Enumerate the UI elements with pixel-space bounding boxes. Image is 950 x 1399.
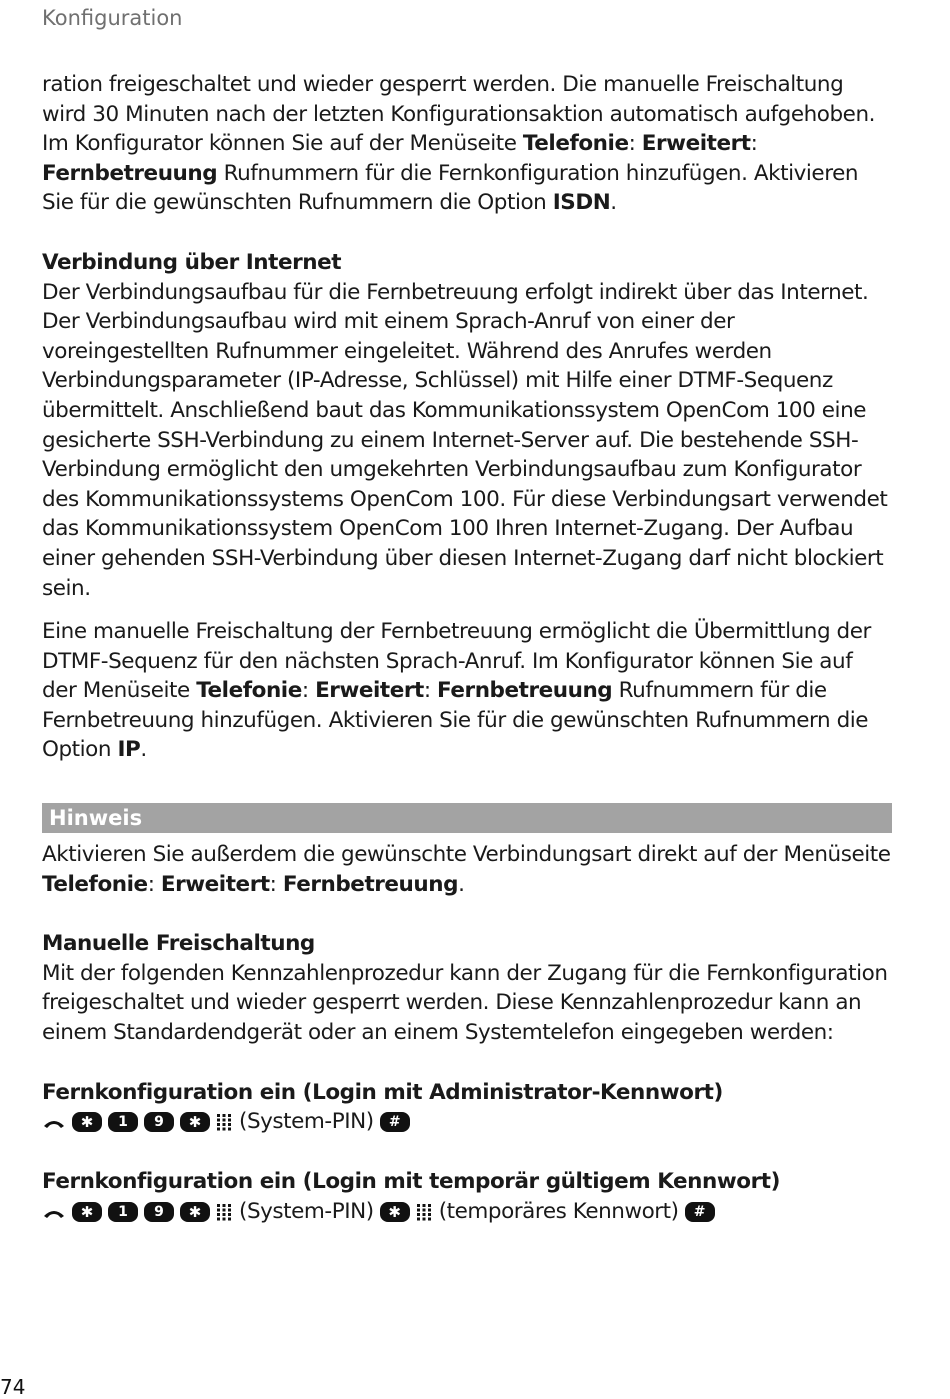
handset-icon (42, 1114, 66, 1130)
option-ip: IP (117, 737, 141, 763)
key-hash: # (685, 1202, 715, 1222)
procedure-2-heading: Fernkonfiguration ein (Login mit temporär gültigem Kennwort) (42, 1169, 780, 1195)
temporary-password-label: (temporäres Kennwort) (438, 1199, 679, 1225)
running-header: Konfiguration (42, 6, 183, 30)
internet-paragraph-1: Der Verbindungsaufbau für die Fernbetreuung erfolgt indirekt über das Internet. Der Verbindungsaufbau wird mit einem Sprach-Anruf von einer der voreingestellten Rufnummer eingeleitet. Während des Anrufes werden Verbindungsparameter (IP-Adresse, Schlüssel) mit Hilfe einer DTMF-Sequenz übermittelt. Anschließend baut das Kommunikationssystem OpenCom 100 eine gesicherte SSH-Verbindung zu einem Internet-Server auf. Die bestehende SSH-Verbindung ermöglicht den umgekehrten Verbindungsaufbau zum Konfigurator des Kommunikationssystems OpenCom 100. Für diese Verbindungsart verwendet das Kommunikationssystem OpenCom 100 Ihren Internet-Zugang. Der Aufbau einer gehenden SSH-Verbindung über diesen Internet-Zugang darf nicht blockiert sein. (42, 279, 888, 601)
key-9: 9 (144, 1112, 174, 1132)
key-hash: # (380, 1112, 410, 1132)
document-body (42, 70, 892, 1227)
note-paragraph: Aktivieren Sie außerdem die gewünschte Verbindungsart direkt auf der Menüseite Telefonie: Erweitert: Fernbetreuung. (42, 842, 891, 897)
option-isdn: ISDN (552, 190, 611, 216)
key-1: 1 (108, 1112, 138, 1132)
keypad-icon (416, 1203, 432, 1221)
key-9: 9 (144, 1202, 174, 1222)
internet-paragraph-2: Eine manuelle Freischaltung der Fernbetreuung ermöglicht die Übermittlung der DTMF-Sequenz für den nächsten Sprach-Anruf. Im Konfigurator können Sie auf der Menüseite Telefonie: Erweitert: Fernbetreuung Rufnummern für die Fernbetreuung hinzufügen. Aktivieren Sie für die gewünschten Rufnummern die Option IP. (42, 619, 871, 763)
handset-icon (42, 1204, 66, 1220)
system-pin-label: (System-PIN) (239, 1199, 374, 1225)
menu-erweitert: Erweitert (641, 131, 751, 157)
menu-fernbetreuung: Fernbetreuung (282, 871, 459, 897)
key-1: 1 (108, 1202, 138, 1222)
page-number: 74 (0, 1375, 26, 1399)
procedure-1-heading: Fernkonfiguration ein (Login mit Administrator-Kennwort) (42, 1079, 723, 1105)
procedure-1-keys (42, 1107, 892, 1137)
manual-paragraph: Mit der folgenden Kennzahlenprozedur kann der Zugang für die Fernkonfiguration freigeschaltet und wieder gesperrt werden. Diese Kennzahlenprozedur kann an einem Standardendgerät oder an einem Systemtelefon eingegeben werden: (42, 960, 888, 1046)
procedure-2-keys (42, 1197, 892, 1227)
system-pin-label: (System-PIN) (239, 1109, 374, 1135)
key-star: ✱ (180, 1112, 210, 1132)
menu-erweitert: Erweitert (315, 678, 424, 704)
menu-telefonie: Telefonie (42, 871, 148, 897)
internet-heading: Verbindung über Internet (42, 249, 342, 275)
keypad-icon (216, 1113, 232, 1131)
menu-erweitert: Erweitert (160, 871, 270, 897)
menu-fernbetreuung: Fernbetreuung (42, 160, 218, 186)
key-star: ✱ (380, 1202, 410, 1222)
manual-heading: Manuelle Freischaltung (42, 931, 315, 957)
key-star: ✱ (180, 1202, 210, 1222)
intro-paragraph: ration freigeschaltet und wieder gesperrt werden. Die manuelle Freischaltung wird 30 Minuten nach der letzten Konfigurationsaktion automatisch aufgehoben. Im Konfigurator können Sie auf der Menüseite Telefonie: Erweitert: Fernbetreuung Rufnummern für die Fernkonfiguration hinzufügen. Aktivieren Sie für die gewünschten Rufnummern die Option ISDN. (42, 72, 876, 216)
key-star: ✱ (72, 1112, 102, 1132)
menu-fernbetreuung: Fernbetreuung (437, 678, 613, 704)
key-star: ✱ (72, 1202, 102, 1222)
note-label-bar: Hinweis (42, 803, 892, 833)
keypad-icon (216, 1203, 232, 1221)
menu-telefonie: Telefonie (522, 131, 629, 157)
menu-telefonie: Telefonie (196, 678, 302, 704)
